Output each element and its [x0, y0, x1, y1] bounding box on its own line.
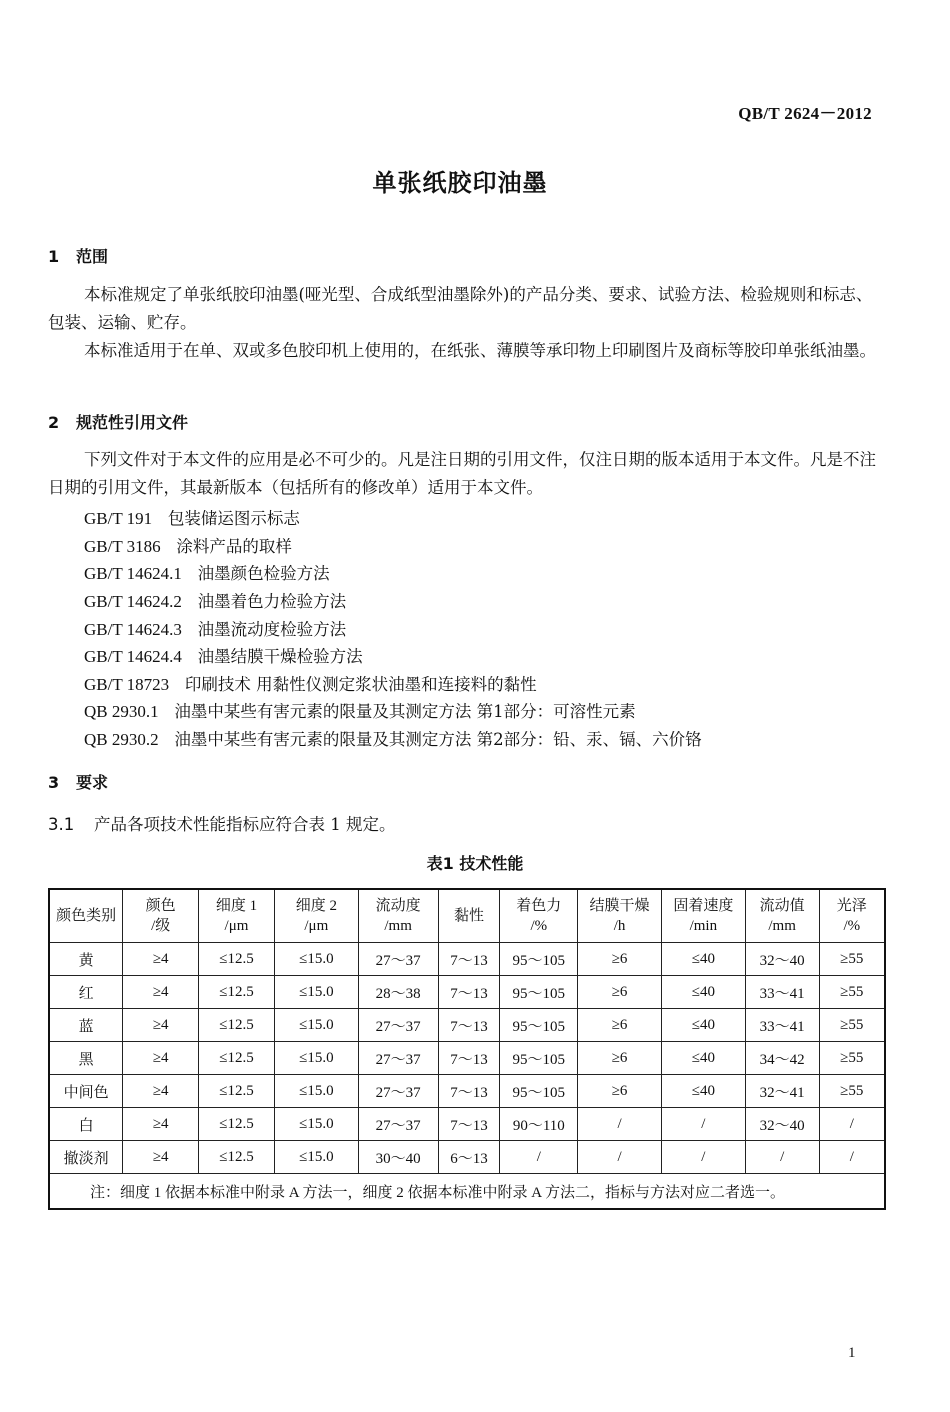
table-cell: ≤15.0: [274, 1108, 358, 1141]
table-cell: ≤12.5: [199, 1042, 275, 1075]
table-cell: ≤12.5: [199, 1075, 275, 1108]
table-cell: ≥55: [819, 976, 885, 1009]
section-1-heading: [48, 244, 108, 267]
reference-item: [84, 643, 363, 667]
table-cell: ≥6: [578, 1075, 662, 1108]
table-cell: ≤40: [661, 1042, 745, 1075]
table-cell: ≤12.5: [199, 1009, 275, 1042]
table-cell: ≥6: [578, 976, 662, 1009]
reference-item: [84, 671, 537, 695]
column-header: 颜色类别: [49, 889, 123, 943]
column-header: 细度 2 /μm: [274, 889, 358, 943]
reference-name: 油墨着色力检验方法: [197, 592, 347, 611]
section-3-heading: [48, 770, 108, 793]
table-cell: ≤12.5: [199, 943, 275, 976]
column-header: 结膜干燥 /h: [578, 889, 662, 943]
table-cell: ≤12.5: [199, 1108, 275, 1141]
section-number: 3: [48, 773, 60, 792]
table-cell: 95～105: [500, 1075, 578, 1108]
table-header-row: [49, 889, 885, 943]
table-cell: 95～105: [500, 943, 578, 976]
table-cell: 红: [49, 976, 123, 1009]
table-cell: 黑: [49, 1042, 123, 1075]
table-cell: 90～110: [500, 1108, 578, 1141]
table-cell: 32～40: [745, 943, 819, 976]
table-cell: 中间色: [49, 1075, 123, 1108]
table-row: [49, 1042, 885, 1075]
reference-name: 油墨流动度检验方法: [197, 620, 347, 639]
reference-item: [84, 588, 346, 612]
table-cell: ≤40: [661, 943, 745, 976]
section-title: 范围: [76, 247, 109, 266]
table-cell: ≤12.5: [199, 976, 275, 1009]
table-cell: ≤15.0: [274, 1042, 358, 1075]
table-cell: ≤15.0: [274, 943, 358, 976]
table-row: [49, 1141, 885, 1174]
table-cell: 32～40: [745, 1108, 819, 1141]
table-cell: ≤12.5: [199, 1141, 275, 1174]
table-cell: 30～40: [358, 1141, 438, 1174]
table-cell: ≥4: [123, 943, 199, 976]
reference-name: 油墨中某些有害元素的限量及其测定方法 第1部分：可溶性元素: [174, 702, 636, 721]
table-cell: 6～13: [438, 1141, 500, 1174]
table-cell: 33～41: [745, 976, 819, 1009]
table-cell: ≤15.0: [274, 1075, 358, 1108]
table-cell: ≥6: [578, 1009, 662, 1042]
reference-code: GB/T 14624.3: [84, 620, 182, 639]
table-cell: 白: [49, 1108, 123, 1141]
section-number: 2: [48, 413, 60, 432]
table-cell: 33～41: [745, 1009, 819, 1042]
reference-item: [84, 616, 346, 640]
table-cell: /: [578, 1108, 662, 1141]
scope-paragraph-2: 本标准适用于在单、双或多色胶印机上使用的，在纸张、薄膜等承印物上印刷图片及商标等胶印单张纸油墨。: [84, 341, 876, 360]
reference-code: GB/T 14624.4: [84, 647, 182, 666]
table-cell: 27～37: [358, 1042, 438, 1075]
table-note: 注：细度 1 依据本标准中附录 A 方法一，细度 2 依据本标准中附录 A 方法二，指标与方法对应二者选一。: [49, 1174, 885, 1210]
table-cell: ≥4: [123, 1042, 199, 1075]
table-cell: ≤40: [661, 1075, 745, 1108]
reference-code: GB/T 191: [84, 509, 153, 528]
table-row: [49, 943, 885, 976]
table-cell: ≥55: [819, 1009, 885, 1042]
table-cell: 27～37: [358, 943, 438, 976]
column-header: 细度 1 /μm: [199, 889, 275, 943]
reference-item: [84, 698, 636, 722]
table-cell: ≤40: [661, 1009, 745, 1042]
table-cell: 28～38: [358, 976, 438, 1009]
reference-name: 油墨结膜干燥检验方法: [197, 647, 363, 666]
reference-item: [84, 505, 300, 529]
column-header: 光泽 /%: [819, 889, 885, 943]
reference-code: GB/T 14624.2: [84, 592, 182, 611]
table-cell: 7～13: [438, 1042, 500, 1075]
table-cell: ≤40: [661, 976, 745, 1009]
reference-code: GB/T 3186: [84, 537, 161, 556]
table-cell: 27～37: [358, 1108, 438, 1141]
table-cell: ≥6: [578, 1042, 662, 1075]
table-cell: 95～105: [500, 1042, 578, 1075]
table-cell: /: [661, 1108, 745, 1141]
table-cell: /: [500, 1141, 578, 1174]
table-cell: 7～13: [438, 943, 500, 976]
table-row: [49, 1075, 885, 1108]
table-cell: ≥4: [123, 1075, 199, 1108]
column-header: 流动度 /mm: [358, 889, 438, 943]
table-cell: ≥4: [123, 1141, 199, 1174]
table-cell: /: [745, 1141, 819, 1174]
table-cell: ≥55: [819, 1042, 885, 1075]
reference-name: 油墨颜色检验方法: [197, 564, 330, 583]
table-cell: ≥6: [578, 943, 662, 976]
table-cell: ≤15.0: [274, 976, 358, 1009]
table-cell: ≥4: [123, 1009, 199, 1042]
table-cell: ≥55: [819, 1075, 885, 1108]
table-cell: 7～13: [438, 976, 500, 1009]
table-cell: /: [819, 1108, 885, 1141]
reference-code: QB 2930.2: [84, 730, 159, 749]
section-title: 规范性引用文件: [76, 413, 189, 432]
table-cell: 95～105: [500, 976, 578, 1009]
reference-code: GB/T 18723: [84, 675, 170, 694]
reference-item: [84, 533, 292, 557]
section-number: 1: [48, 247, 60, 266]
table-cell: ≥55: [819, 943, 885, 976]
section-title: 要求: [76, 773, 109, 792]
table-cell: 7～13: [438, 1108, 500, 1141]
table-cell: 7～13: [438, 1075, 500, 1108]
reference-code: QB 2930.1: [84, 702, 159, 721]
table-cell: ≤15.0: [274, 1141, 358, 1174]
reference-name: 包装储运图示标志: [167, 509, 300, 528]
technical-performance-table: [48, 888, 886, 1210]
page-number: 1: [848, 1345, 856, 1361]
table-cell: /: [819, 1141, 885, 1174]
table-cell: 7～13: [438, 1009, 500, 1042]
table-row: [49, 1108, 885, 1141]
column-header: 着色力 /%: [500, 889, 578, 943]
scope-paragraph-1: 本标准规定了单张纸胶印油墨(哑光型、合成纸型油墨除外)的产品分类、要求、试验方法、检验规则和标志、包装、运输、贮存。: [48, 285, 873, 332]
reference-item: [84, 726, 702, 750]
reference-name: 印刷技术 用黏性仪测定浆状油墨和连接料的黏性: [184, 675, 537, 694]
subsection-text: 产品各项技术性能指标应符合表 1 规定。: [94, 815, 396, 834]
column-header: 固着速度 /min: [661, 889, 745, 943]
table-cell: ≤15.0: [274, 1009, 358, 1042]
subsection-number: 3.1: [48, 815, 75, 834]
column-header: 流动值 /mm: [745, 889, 819, 943]
table-cell: /: [661, 1141, 745, 1174]
table-cell: 95～105: [500, 1009, 578, 1042]
subsection-3-1: [48, 811, 396, 835]
reference-item: [84, 560, 330, 584]
table-cell: 32～41: [745, 1075, 819, 1108]
document-title: 单张纸胶印油墨: [372, 169, 548, 197]
table-cell: 撤淡剂: [49, 1141, 123, 1174]
table-cell: 27～37: [358, 1009, 438, 1042]
table-row: [49, 976, 885, 1009]
table-cell: /: [578, 1141, 662, 1174]
table-caption: 表1 技术性能: [426, 854, 524, 873]
column-header: 颜色 /级: [123, 889, 199, 943]
section-2-heading: [48, 410, 188, 433]
table-cell: ≥4: [123, 1108, 199, 1141]
table-cell: 蓝: [49, 1009, 123, 1042]
table-cell: 黄: [49, 943, 123, 976]
table-cell: 27～37: [358, 1075, 438, 1108]
table-cell: ≥4: [123, 976, 199, 1009]
table-cell: 34～42: [745, 1042, 819, 1075]
reference-name: 油墨中某些有害元素的限量及其测定方法 第2部分：铅、汞、镉、六价铬: [174, 730, 702, 749]
column-header: 黏性: [438, 889, 500, 943]
reference-code: GB/T 14624.1: [84, 564, 182, 583]
standard-code: QB/T 2624－2012: [738, 104, 872, 123]
references-intro: 下列文件对于本文件的应用是必不可少的。凡是注日期的引用文件，仅注日期的版本适用于本文件。凡是不注日期的引用文件，其最新版本（包括所有的修改单）适用于本文件。: [48, 450, 876, 497]
table-row: [49, 1009, 885, 1042]
reference-name: 涂料产品的取样: [176, 537, 292, 556]
table-note-row: [49, 1174, 885, 1210]
